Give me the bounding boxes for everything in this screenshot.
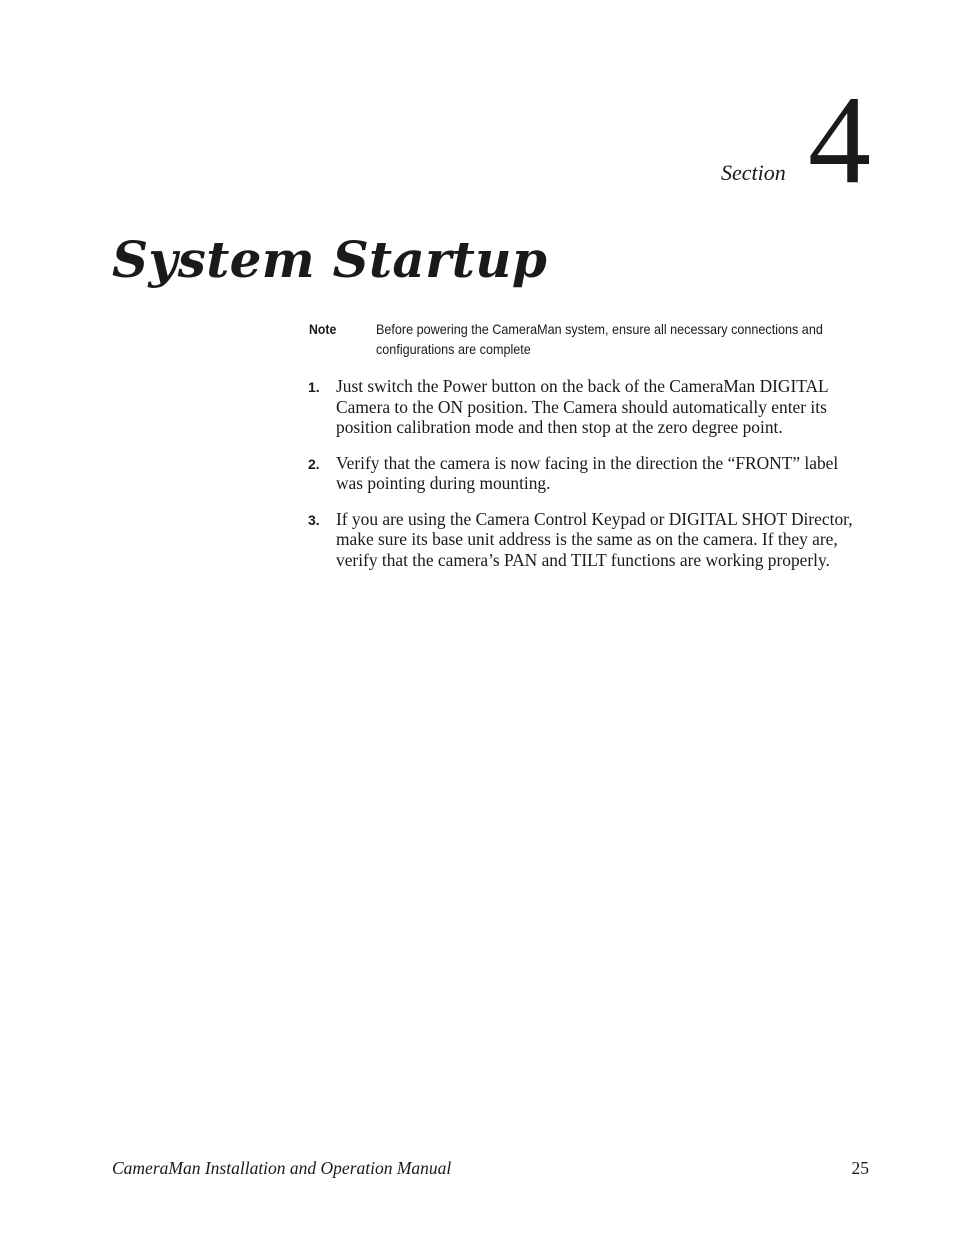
footer-manual-title: CameraMan Installation and Operation Manual: [112, 1158, 452, 1178]
step-text: Just switch the Power button on the back of the CameraMan DIGITAL Camera to the ON position. The Camera should automatically enter its position calibration mode and then stop at the zero degree point.: [336, 376, 829, 437]
page-title: System Startup: [112, 230, 548, 289]
startup-steps-list: [308, 376, 868, 585]
section-number: 4: [808, 71, 871, 210]
step-item-1: [308, 376, 868, 438]
step-number: 1.: [308, 379, 320, 395]
note-label: Note: [309, 321, 337, 337]
step-number: 2.: [308, 455, 320, 472]
step-number: 3.: [308, 511, 320, 528]
step-text: Verify that the camera is now facing in the direction the “FRONT” label was pointing during mounting.: [336, 452, 839, 493]
step-text: If you are using the Camera Control Keypad or DIGITAL SHOT Director, make sure its base unit address is the same as on the camera. If they are, verify that the camera’s PAN and TILT functions are working properly.: [336, 508, 853, 570]
note-text: Before powering the CameraMan system, ensure all necessary connections and configurations are complete: [376, 321, 823, 357]
footer-page-number: 25: [851, 1158, 869, 1178]
section-label: Section: [721, 160, 786, 185]
step-item-3: [308, 509, 868, 571]
step-item-2: [308, 453, 868, 494]
